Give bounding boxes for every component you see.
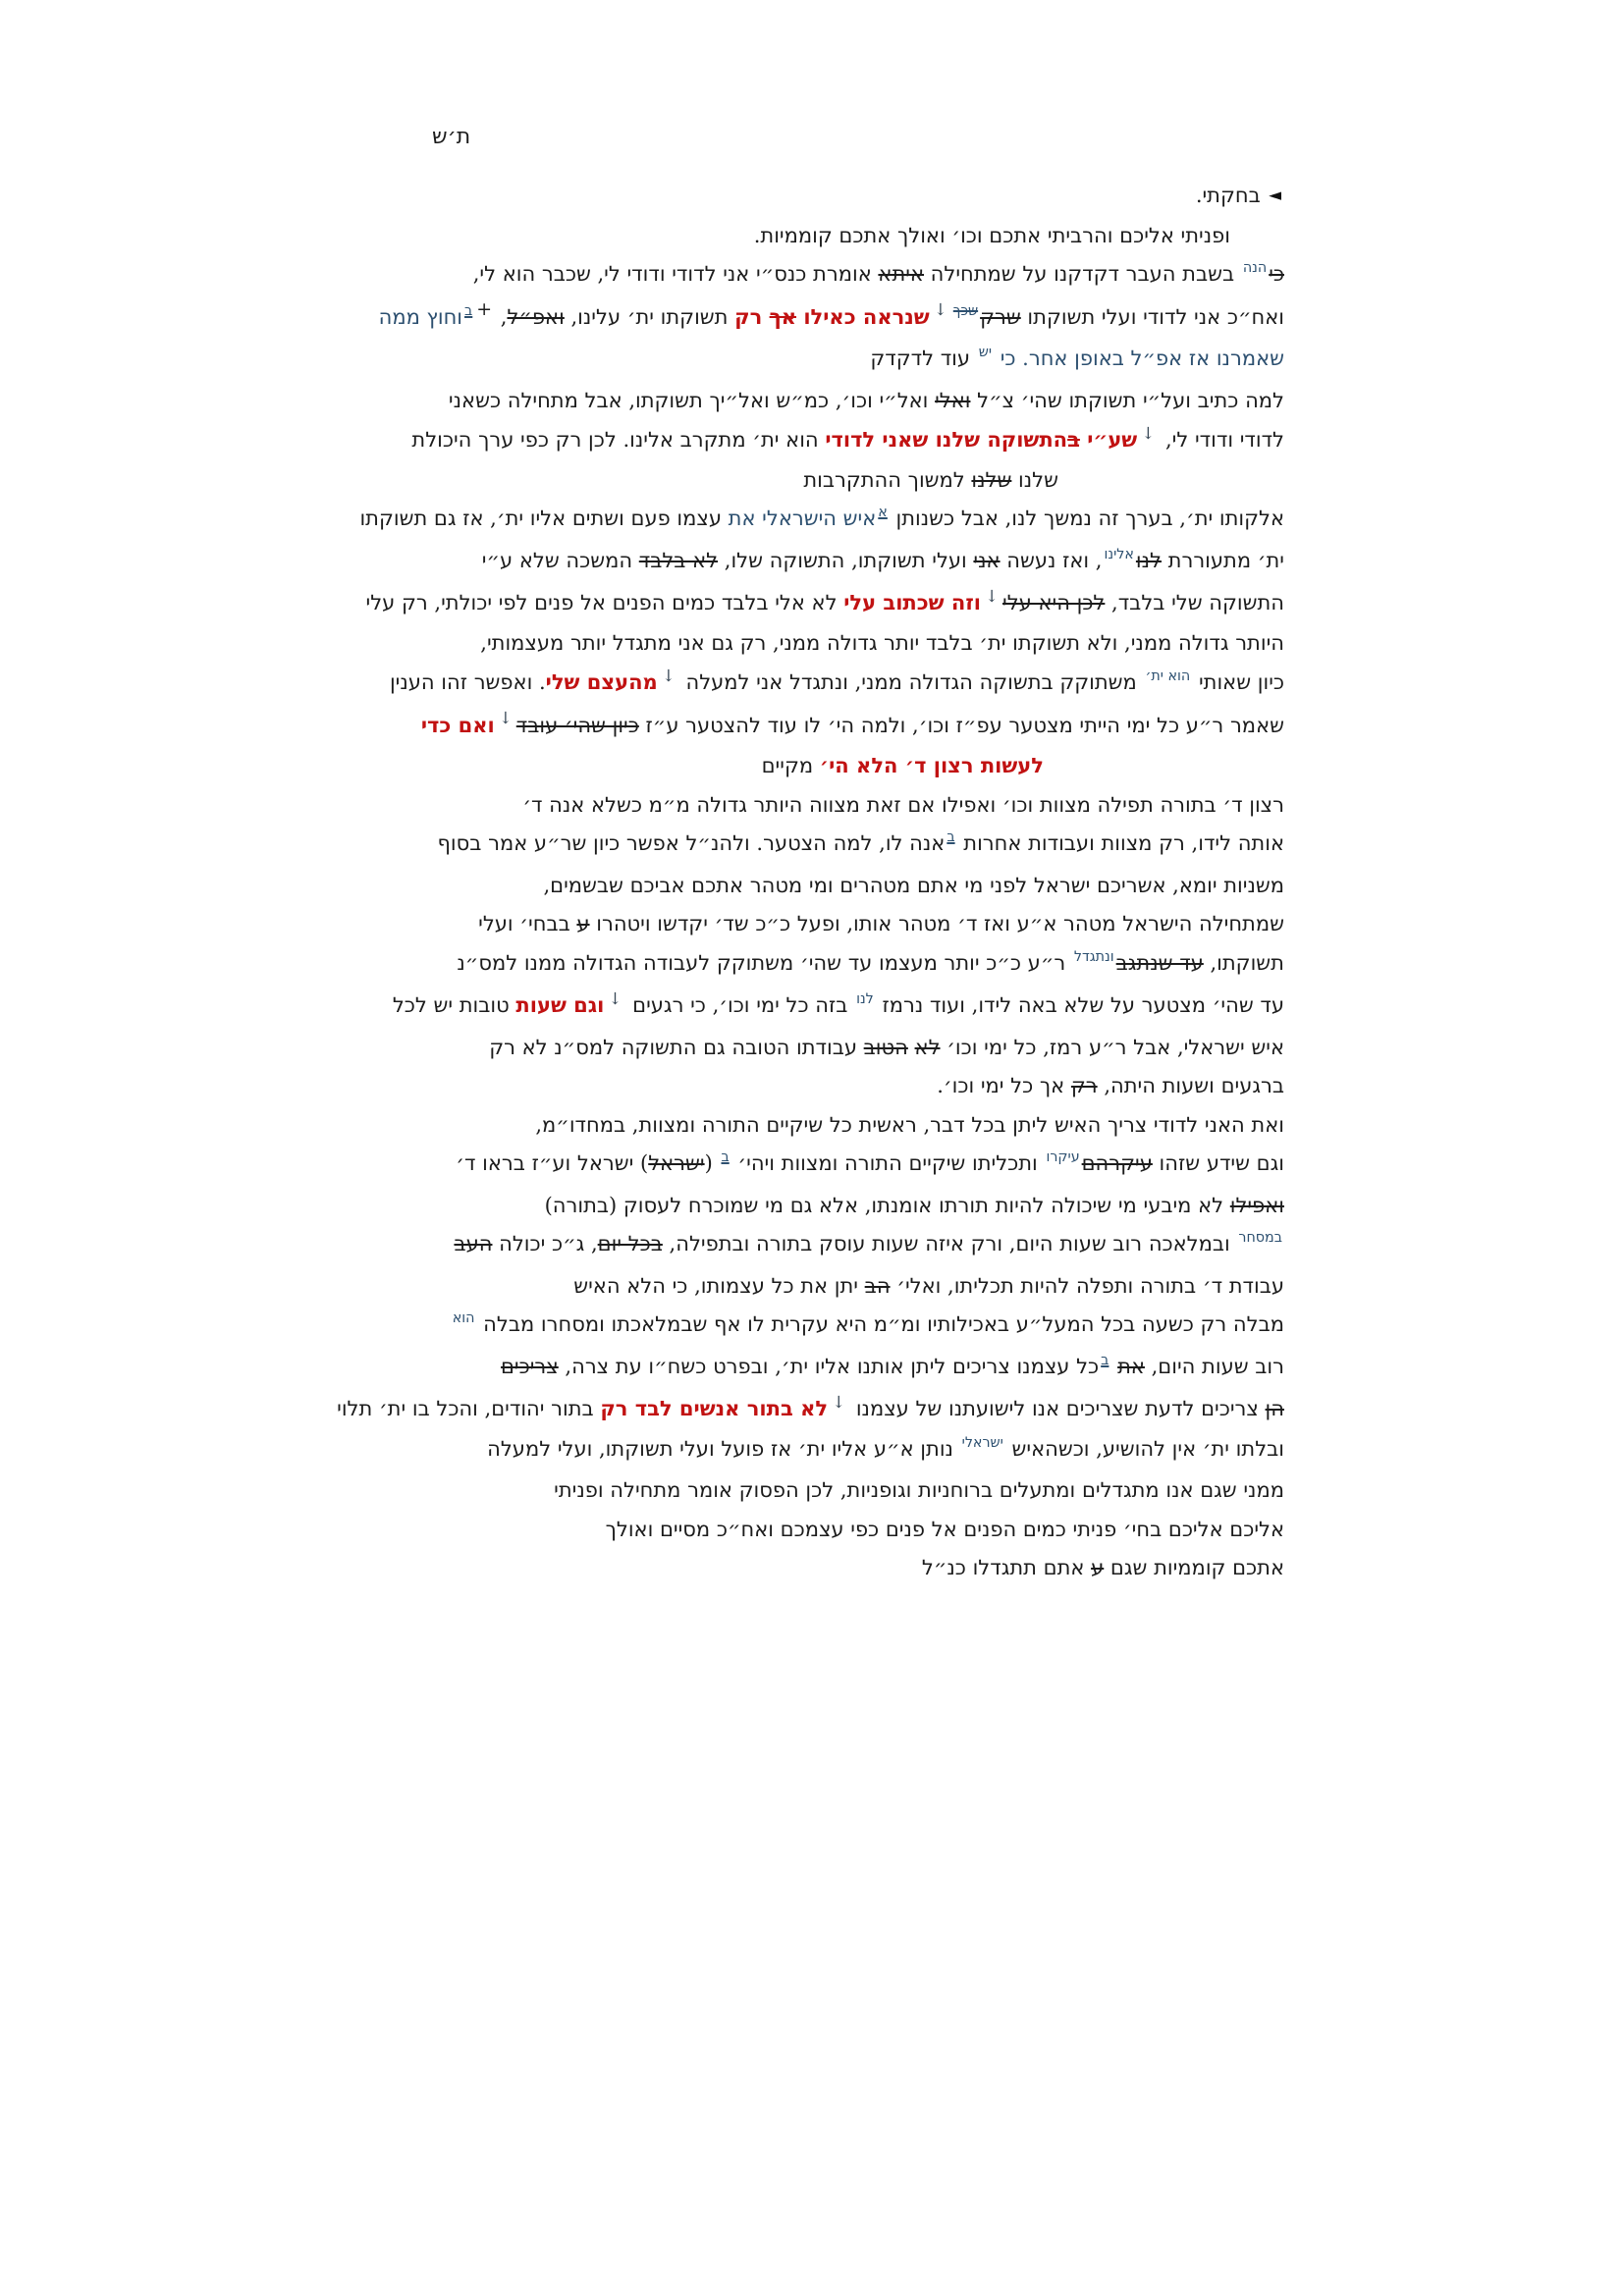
text-line [359, 500, 1284, 542]
text-segment: ובמלאכה רוב שעות היום, ורק איזה שעות עוסק בתורה ובתפילה, [662, 1232, 1237, 1255]
insert-plus-icon: + [476, 298, 493, 320]
text-line [401, 1106, 1284, 1146]
text-segment: תשוקתו, [1203, 950, 1284, 975]
text-segment: הן [1265, 1397, 1284, 1420]
text-segment: בזה כל ימי וכו׳, כי רגעים [625, 993, 855, 1017]
text-line [392, 986, 1284, 1029]
text-segment: אלקותו ית׳, בערך זה נמשך לנו, אבל כשנותן [889, 507, 1284, 530]
text-segment: , ואז נעשה [1000, 548, 1103, 572]
text-line [401, 624, 1284, 664]
text-segment: הטוב [863, 1035, 908, 1059]
text-segment: צריכים לדעת שצריכים אנו לישועתנו של עצמנו [849, 1397, 1266, 1420]
text-segment: , [494, 304, 508, 329]
text-segment: שנראה כאילו [796, 303, 930, 329]
text-segment: עבודת ד׳ בתורה ותפלה להיות תכליתו, ואלי׳ [890, 1273, 1284, 1298]
text-segment: ואם כדי [420, 712, 495, 737]
text-segment: ע [576, 912, 590, 935]
text-segment: אומרת כנס״י אני לדודי ודודי לי, שכבר הוא לי, [472, 262, 879, 286]
text-line [401, 1067, 1284, 1106]
text-line [401, 944, 1284, 987]
text-segment: לכן היא עלי [1002, 591, 1106, 614]
text-segment: ואת האני לדודי צריך האיש ליתן בכל דבר, ראשית כל שיקיים התורה ומצוות, במחדו״מ, [535, 1112, 1284, 1137]
text-segment: ועלי תשוקתו, התשוקה שלו, [718, 548, 974, 572]
text-segment: בחקתי. [1195, 184, 1261, 207]
text-segment: רק [1070, 1074, 1098, 1097]
text-segment: עד שנתגב [1115, 950, 1204, 975]
text-segment: ותכליתו שיקיים התורה ומצוות ויהי׳ [730, 1151, 1045, 1175]
text-segment: יתן את כל עצמותו, כי הלא האיש [573, 1273, 865, 1298]
text-segment: כיון שאותי [1192, 670, 1284, 694]
text-line [401, 1029, 1284, 1068]
text-segment: עוד לדקדק [870, 347, 977, 370]
text-segment: לא מיבעי מי שיכולה להיות תורתו אומנתו, אלא גם מי שמוכרח לעסוק (בתורה) [544, 1193, 1230, 1217]
text-line [401, 1306, 1284, 1348]
text-segment: אליכם אליכם בחי׳ פניתי כמים הפנים אל פנים כפי עצמכם ואח״כ מסיים ואולך [605, 1517, 1284, 1541]
text-segment: שאמרנו אז אפ״ל באופן אחר. כי [994, 347, 1284, 370]
text-segment: הוא ית׳ מתקרב אלינו. לכן רק כפי ערך היכולת [411, 428, 826, 452]
text-segment: לדודי ודודי לי, [1159, 428, 1284, 452]
text-segment: ב [721, 1149, 730, 1166]
text-line [401, 1348, 1284, 1390]
text-segment: וזה שכתוב עלי [843, 590, 981, 614]
text-segment: היותר גדולה ממני, ולא תשוקתו ית׳ בלבד יותר גדולה ממני, רק גם אני מתגדל יותר מעצמותי, [480, 630, 1284, 655]
text-segment: איש ישראלי, אבל ר״ע רמז, כל ימי וכו׳ [940, 1035, 1284, 1059]
text-segment: את [1117, 1354, 1145, 1378]
text-segment: בכל יום [597, 1232, 663, 1255]
text-line [401, 1145, 1284, 1187]
text-segment: ישראלי [961, 1434, 1003, 1451]
text-segment: לא בלבד [638, 548, 719, 572]
section-marker-icon: ◄ [1260, 185, 1284, 204]
text-segment: ית׳ מתעוררת [1161, 548, 1284, 572]
text-segment: רצון ד׳ בתורה תפילה מצוות וכו׳ ואפילו אם זאת מצווה היותר גדולה מ״מ כשלא אנה ד׳ [522, 792, 1284, 817]
insert-arrow-icon: ↓ [498, 708, 513, 728]
text-segment: בשבת העבר דקדקנו על שמתחילה [924, 262, 1241, 286]
text-line [401, 1225, 1284, 1267]
text-segment: אני [973, 548, 1001, 572]
text-segment: אתם תתגדלו כנ״ל [921, 1556, 1092, 1579]
text-segment: ברגעים ושעות היתה, [1097, 1074, 1284, 1097]
text-line [401, 1549, 1284, 1588]
text-line [389, 663, 1284, 706]
text-segment: אך כל ימי וכו׳. [937, 1074, 1071, 1097]
insert-arrow-icon: ↓ [984, 585, 1000, 606]
text-line [401, 706, 1284, 747]
text-line [401, 746, 1284, 786]
text-segment [908, 1036, 915, 1059]
text-segment: לנו [856, 991, 874, 1008]
text-segment: צריכים [501, 1354, 559, 1378]
text-segment: מבלה רק כשעה בכל המעל״ע באכילותיו ומ״מ היא עקרית לו אף שבמלאכתו ומסחרו מבלה [476, 1312, 1284, 1336]
insert-arrow-icon: ↓ [933, 299, 947, 320]
text-segment: ונתגדל [1073, 948, 1114, 965]
text-segment: משניות יומא, אשריכם ישראל לפני מי אתם מטהרים ומי מטהר אתכם אביכם שבשמים, [543, 873, 1284, 897]
text-segment: לא [914, 1035, 941, 1059]
text-segment: אותה לידו, רק מצוות ועבודות אחרות [956, 831, 1284, 855]
text-segment: ר״ע כ״כ יותר מעצמו עד שהי׳ משתוקק לעבודה הגדולה ממנו למס״נ [457, 950, 1072, 975]
text-segment: וחוץ ממה [378, 304, 463, 329]
text-segment: ב [1101, 1352, 1109, 1368]
text-segment: איש הישראלי את [728, 507, 877, 530]
text-segment: ובלתו ית׳ אין להושיע, וכשהאיש [1004, 1436, 1284, 1461]
text-segment: לנו [1135, 548, 1162, 572]
text-line [401, 217, 1284, 256]
text-line [401, 461, 1284, 501]
text-segment: כל עצמנו צריכים ליתן אותנו אליו ית׳, ובפרט כשח״ו עת צרה, [558, 1354, 1100, 1378]
text-line [365, 583, 1284, 624]
document-body [337, 177, 1284, 1588]
text-segment: העב [454, 1232, 493, 1255]
text-segment: ישראל [648, 1151, 705, 1175]
text-segment: עבודתו הטובה גם התשוקה למס״נ לא רק [489, 1035, 864, 1059]
page-header-code: ת׳ש [432, 125, 471, 149]
text-line [401, 905, 1284, 944]
text-segment: הוא ית׳ [1145, 668, 1191, 685]
text-segment: משתוקק בתשוקה הגדולה ממני, ונתגדל אני למעלה [678, 670, 1144, 694]
text-segment: ואפ״ל [507, 304, 565, 329]
text-segment: ופניתי אליכם והרביתי אתכם וכו׳ ואולך אתכם קוממיות. [753, 223, 1230, 247]
text-segment: שמתחילה הישראל מטהר א״ע ואז ד׳ מטהר אותו, ופעל כ״כ שד׳ יקדשו ויטהרו [589, 912, 1284, 935]
text-segment: רוב שעות היום, [1144, 1354, 1284, 1378]
text-segment: התשוקה שלנו שאני לדודי [825, 427, 1068, 452]
text-segment: שע״י [1079, 427, 1138, 452]
text-line [337, 1389, 1284, 1430]
text-segment: . ואפשר זהו הענין [389, 670, 546, 694]
text-segment: הב [864, 1273, 891, 1298]
text-line [401, 1511, 1284, 1550]
text-segment: תשוקתו ית׳ עלינו, [564, 304, 735, 329]
text-line [401, 1267, 1284, 1307]
text-segment: וגם שעות [515, 992, 605, 1017]
insert-arrow-icon: ↓ [661, 665, 676, 685]
text-segment: ע [1091, 1556, 1105, 1579]
text-line [401, 255, 1284, 297]
text-segment: טובות יש לכל [392, 993, 516, 1017]
text-segment: בבחי׳ ועלי [478, 912, 577, 935]
parsha-title-line [401, 177, 1284, 217]
text-segment: איתא [878, 262, 924, 286]
text-segment: למשוך ההתקרבות [803, 467, 972, 492]
text-segment: אלינו [1104, 546, 1134, 562]
text-segment: ב [464, 302, 473, 319]
text-line [401, 1471, 1284, 1511]
text-line [401, 825, 1284, 867]
text-segment: שרק [980, 304, 1021, 329]
text-segment: א [878, 505, 888, 521]
text-segment: לעשות רצון ד׳ הלא הי׳ [819, 753, 1044, 777]
text-segment: לא אלי בלבד כמים הפנים אל פנים לפי יכולתי, רק עלי [365, 591, 844, 614]
text-segment: בתור יהודים, והכל בו ית׳ תלוי [337, 1397, 601, 1420]
text-segment: כי [1269, 262, 1284, 286]
text-segment: עצמו פעם ושתים אליו ית׳, אז גם תשוקתו [359, 507, 729, 530]
text-segment: אנה לו, למה הצטער. ולהנ״ל אפשר כיון שר״ע אמר בסוף [437, 831, 946, 855]
text-segment: כיון שהי׳ עובד [515, 713, 639, 737]
text-segment: לא בתור אנשים לבד רק [600, 1396, 829, 1420]
text-segment: ואלי [935, 388, 971, 412]
text-segment: שלנו [1011, 467, 1058, 492]
text-line [401, 340, 1284, 382]
text-segment: וגם שידע שזהו [1152, 1151, 1284, 1175]
text-segment: אך [769, 303, 797, 329]
text-segment: ב [947, 829, 955, 846]
text-segment: שלנו [971, 467, 1012, 492]
insert-arrow-icon: ↓ [1141, 422, 1156, 443]
text-segment: ) ישראל וע״ז בראו ד׳ [456, 1151, 649, 1175]
text-segment: אתכם קוממיות שגם [1104, 1556, 1284, 1579]
text-segment: , ג״כ יכולה [492, 1232, 598, 1255]
text-segment: למה כתיב ועל״י תשוקתו שהי׳ צ״ל [970, 388, 1284, 412]
text-segment: במסחר [1238, 1230, 1282, 1247]
text-segment: ( [704, 1151, 720, 1175]
text-segment: ב [1067, 427, 1080, 452]
text-segment: רק [734, 303, 770, 329]
insert-arrow-icon: ↓ [832, 1391, 846, 1412]
text-segment: ואח״כ אני לדודי ועלי תשוקתו [1020, 304, 1284, 329]
text-segment: המשכה שלא ע״י [481, 548, 639, 572]
text-segment: עיקרהם [1081, 1151, 1153, 1175]
text-line [401, 867, 1284, 906]
text-segment: ואל״י וכו׳, כמ״ש ואל״יך תשוקתו, אבל מתחילה כשאני [448, 388, 936, 412]
text-segment: ואפילו [1229, 1193, 1284, 1217]
text-line [401, 382, 1284, 421]
text-segment: הנה [1242, 260, 1268, 277]
text-segment: מהעצם שלי [545, 669, 658, 694]
text-segment: מקיים [761, 754, 820, 777]
text-segment: שכך [952, 302, 979, 319]
text-segment: שאמר ר״ע כל ימי הייתי מצטער עפ״ז וכו׳, ולמה הי׳ לו עוד להצטער ע״ז [638, 713, 1284, 737]
insert-arrow-icon: ↓ [608, 988, 622, 1008]
text-segment: עיקרו [1046, 1149, 1080, 1166]
text-segment: הוא [452, 1310, 475, 1327]
text-line [401, 786, 1284, 826]
text-segment: ממני שגם אנו מתגדלים ומתעלים ברוחניות וגופניות, לכן הפסוק אומר מתחילה ופניתי [554, 1478, 1284, 1502]
text-segment: עד שהי׳ מצטער על שלא באה לידו, ועוד נרמז [875, 993, 1284, 1017]
text-segment: נותן א״ע אליו ית׳ אז פועל ועלי תשוקתו, ועלי למעלה [487, 1436, 960, 1461]
text-segment: התשוקה שלי בלבד, [1105, 591, 1284, 614]
text-line [401, 1430, 1284, 1472]
text-line [401, 542, 1284, 584]
text-segment: יש [978, 345, 993, 361]
text-line [378, 297, 1284, 341]
text-line [401, 1187, 1284, 1226]
text-line [401, 420, 1284, 461]
